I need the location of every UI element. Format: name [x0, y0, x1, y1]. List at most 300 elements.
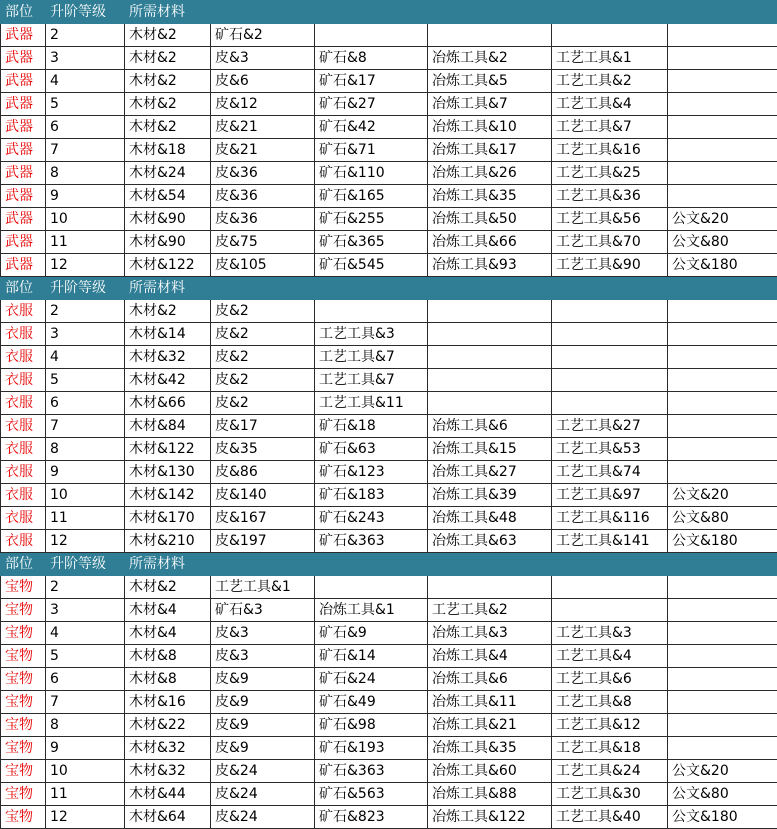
material-cell: 木材&2 — [125, 24, 211, 47]
material-cell: 皮&35 — [211, 438, 315, 461]
table-row — [1, 438, 777, 461]
material-cell — [428, 392, 552, 415]
material-cell: 工艺工具&25 — [552, 162, 668, 185]
level-cell: 5 — [46, 93, 125, 116]
material-cell: 木材&8 — [125, 645, 211, 668]
material-cell: 皮&36 — [211, 185, 315, 208]
table-row — [1, 47, 777, 70]
table-row — [1, 323, 777, 346]
material-cell: 工艺工具&24 — [552, 760, 668, 783]
part-cell: 宝物 — [1, 737, 46, 760]
material-cell: 皮&21 — [211, 139, 315, 162]
material-cell: 矿石&563 — [315, 783, 428, 806]
part-cell: 武器 — [1, 24, 46, 47]
material-cell — [552, 323, 668, 346]
material-cell: 木材&64 — [125, 806, 211, 829]
material-cell: 工艺工具&53 — [552, 438, 668, 461]
material-cell: 公文&20 — [668, 208, 777, 231]
material-cell — [552, 346, 668, 369]
material-cell: 矿石&363 — [315, 530, 428, 553]
header-materials: 所需材料 — [125, 553, 777, 576]
header-level: 升阶等级 — [46, 1, 125, 24]
material-cell — [315, 24, 428, 47]
material-cell: 工艺工具&141 — [552, 530, 668, 553]
material-cell: 工艺工具&40 — [552, 806, 668, 829]
level-cell: 4 — [46, 346, 125, 369]
material-cell: 工艺工具&27 — [552, 415, 668, 438]
material-cell: 矿石&63 — [315, 438, 428, 461]
material-cell: 工艺工具&1 — [211, 576, 315, 599]
part-cell: 武器 — [1, 70, 46, 93]
material-cell: 矿石&3 — [211, 599, 315, 622]
level-cell: 9 — [46, 461, 125, 484]
material-cell: 公文&20 — [668, 760, 777, 783]
material-cell: 皮&9 — [211, 668, 315, 691]
material-cell: 木材&54 — [125, 185, 211, 208]
level-cell: 6 — [46, 392, 125, 415]
material-cell — [668, 461, 777, 484]
material-cell: 冶炼工具&35 — [428, 185, 552, 208]
table-row — [1, 714, 777, 737]
material-cell: 皮&36 — [211, 208, 315, 231]
material-cell: 矿石&545 — [315, 254, 428, 277]
table-row — [1, 668, 777, 691]
material-cell: 木材&122 — [125, 254, 211, 277]
material-cell — [428, 24, 552, 47]
material-cell: 矿石&363 — [315, 760, 428, 783]
material-cell: 皮&6 — [211, 70, 315, 93]
part-cell: 武器 — [1, 208, 46, 231]
level-cell: 2 — [46, 24, 125, 47]
table-row — [1, 162, 777, 185]
material-cell: 皮&24 — [211, 783, 315, 806]
table-row — [1, 116, 777, 139]
material-cell — [668, 93, 777, 116]
material-cell: 冶炼工具&122 — [428, 806, 552, 829]
material-cell — [668, 162, 777, 185]
material-cell: 矿石&14 — [315, 645, 428, 668]
material-cell: 公文&180 — [668, 806, 777, 829]
table-row — [1, 783, 777, 806]
material-cell: 皮&2 — [211, 369, 315, 392]
header-part: 部位 — [1, 277, 46, 300]
level-cell: 7 — [46, 691, 125, 714]
material-cell: 冶炼工具&21 — [428, 714, 552, 737]
table-row — [1, 806, 777, 829]
section-header-row — [1, 277, 777, 300]
material-cell — [668, 24, 777, 47]
table-row — [1, 622, 777, 645]
level-cell: 11 — [46, 783, 125, 806]
material-cell — [668, 438, 777, 461]
material-cell: 冶炼工具&6 — [428, 668, 552, 691]
material-cell — [552, 392, 668, 415]
material-cell: 工艺工具&16 — [552, 139, 668, 162]
material-cell — [552, 576, 668, 599]
part-cell: 衣服 — [1, 369, 46, 392]
material-cell — [668, 323, 777, 346]
material-cell: 皮&167 — [211, 507, 315, 530]
material-cell: 木材&18 — [125, 139, 211, 162]
part-cell: 衣服 — [1, 507, 46, 530]
level-cell: 12 — [46, 530, 125, 553]
part-cell: 衣服 — [1, 392, 46, 415]
material-cell: 木材&14 — [125, 323, 211, 346]
material-cell: 公文&20 — [668, 484, 777, 507]
material-cell: 工艺工具&97 — [552, 484, 668, 507]
material-cell: 矿石&49 — [315, 691, 428, 714]
material-cell: 公文&80 — [668, 231, 777, 254]
part-cell: 武器 — [1, 47, 46, 70]
material-cell: 木材&170 — [125, 507, 211, 530]
table-row — [1, 645, 777, 668]
material-cell — [552, 599, 668, 622]
table-row — [1, 231, 777, 254]
material-cell — [668, 714, 777, 737]
level-cell: 10 — [46, 208, 125, 231]
material-cell: 冶炼工具&48 — [428, 507, 552, 530]
level-cell: 11 — [46, 507, 125, 530]
material-cell: 冶炼工具&5 — [428, 70, 552, 93]
level-cell: 4 — [46, 622, 125, 645]
material-cell: 木材&142 — [125, 484, 211, 507]
material-cell: 皮&75 — [211, 231, 315, 254]
material-cell: 冶炼工具&66 — [428, 231, 552, 254]
part-cell: 宝物 — [1, 691, 46, 714]
material-cell: 矿石&17 — [315, 70, 428, 93]
material-cell — [668, 737, 777, 760]
material-cell — [428, 346, 552, 369]
material-cell: 矿石&193 — [315, 737, 428, 760]
part-cell: 宝物 — [1, 668, 46, 691]
material-cell: 皮&9 — [211, 691, 315, 714]
material-cell: 公文&80 — [668, 783, 777, 806]
table-row — [1, 346, 777, 369]
part-cell: 武器 — [1, 231, 46, 254]
material-cell: 冶炼工具&35 — [428, 737, 552, 760]
table-row — [1, 691, 777, 714]
level-cell: 3 — [46, 323, 125, 346]
material-cell: 冶炼工具&50 — [428, 208, 552, 231]
level-cell: 8 — [46, 438, 125, 461]
level-cell: 12 — [46, 806, 125, 829]
material-cell: 工艺工具&8 — [552, 691, 668, 714]
level-cell: 5 — [46, 645, 125, 668]
material-cell: 木材&32 — [125, 737, 211, 760]
material-cell: 矿石&123 — [315, 461, 428, 484]
material-cell: 矿石&27 — [315, 93, 428, 116]
material-cell: 冶炼工具&11 — [428, 691, 552, 714]
material-cell: 矿石&255 — [315, 208, 428, 231]
material-cell: 木材&2 — [125, 576, 211, 599]
material-cell — [668, 185, 777, 208]
table-row — [1, 530, 777, 553]
material-cell: 工艺工具&11 — [315, 392, 428, 415]
material-cell: 工艺工具&90 — [552, 254, 668, 277]
section-header-row — [1, 553, 777, 576]
material-cell: 皮&105 — [211, 254, 315, 277]
header-materials: 所需材料 — [125, 277, 777, 300]
material-cell: 冶炼工具&93 — [428, 254, 552, 277]
table-row — [1, 208, 777, 231]
material-cell: 公文&80 — [668, 507, 777, 530]
material-cell: 矿石&823 — [315, 806, 428, 829]
material-cell: 冶炼工具&7 — [428, 93, 552, 116]
material-cell — [668, 599, 777, 622]
section-header-row — [1, 1, 777, 24]
material-cell — [668, 691, 777, 714]
level-cell: 7 — [46, 139, 125, 162]
material-cell: 工艺工具&3 — [315, 323, 428, 346]
material-cell: 冶炼工具&3 — [428, 622, 552, 645]
material-cell: 工艺工具&74 — [552, 461, 668, 484]
material-cell: 木材&4 — [125, 599, 211, 622]
material-cell: 工艺工具&7 — [315, 369, 428, 392]
table-row — [1, 139, 777, 162]
material-cell: 皮&12 — [211, 93, 315, 116]
material-cell: 木材&24 — [125, 162, 211, 185]
table-row — [1, 576, 777, 599]
material-cell: 工艺工具&2 — [428, 599, 552, 622]
material-cell: 木材&90 — [125, 231, 211, 254]
material-cell: 皮&9 — [211, 737, 315, 760]
material-cell — [668, 70, 777, 93]
level-cell: 4 — [46, 70, 125, 93]
header-level: 升阶等级 — [46, 277, 125, 300]
material-cell — [668, 139, 777, 162]
material-cell: 冶炼工具&27 — [428, 461, 552, 484]
material-cell — [668, 47, 777, 70]
material-cell: 工艺工具&30 — [552, 783, 668, 806]
level-cell: 12 — [46, 254, 125, 277]
table-row — [1, 369, 777, 392]
level-cell: 8 — [46, 714, 125, 737]
part-cell: 衣服 — [1, 415, 46, 438]
part-cell: 武器 — [1, 185, 46, 208]
material-cell: 矿石&243 — [315, 507, 428, 530]
material-cell — [668, 300, 777, 323]
material-cell: 工艺工具&4 — [552, 645, 668, 668]
material-cell: 皮&3 — [211, 622, 315, 645]
part-cell: 武器 — [1, 162, 46, 185]
material-cell: 皮&86 — [211, 461, 315, 484]
part-cell: 武器 — [1, 93, 46, 116]
part-cell: 宝物 — [1, 760, 46, 783]
material-cell: 矿石&165 — [315, 185, 428, 208]
material-cell: 工艺工具&7 — [315, 346, 428, 369]
material-cell: 工艺工具&12 — [552, 714, 668, 737]
table-row — [1, 415, 777, 438]
material-cell: 工艺工具&1 — [552, 47, 668, 70]
material-cell: 工艺工具&56 — [552, 208, 668, 231]
material-cell: 冶炼工具&63 — [428, 530, 552, 553]
material-cell: 木材&90 — [125, 208, 211, 231]
part-cell: 武器 — [1, 254, 46, 277]
material-cell: 矿石&42 — [315, 116, 428, 139]
material-cell: 冶炼工具&10 — [428, 116, 552, 139]
table-row — [1, 484, 777, 507]
material-cell: 冶炼工具&88 — [428, 783, 552, 806]
material-cell: 冶炼工具&15 — [428, 438, 552, 461]
level-cell: 10 — [46, 760, 125, 783]
part-cell: 宝物 — [1, 576, 46, 599]
level-cell: 2 — [46, 576, 125, 599]
material-cell: 木材&2 — [125, 93, 211, 116]
material-cell: 冶炼工具&26 — [428, 162, 552, 185]
material-cell: 矿石&2 — [211, 24, 315, 47]
material-cell: 冶炼工具&2 — [428, 47, 552, 70]
material-cell: 木材&2 — [125, 300, 211, 323]
material-cell: 冶炼工具&4 — [428, 645, 552, 668]
material-cell: 矿石&9 — [315, 622, 428, 645]
material-cell — [552, 300, 668, 323]
table-body — [1, 1, 777, 829]
material-cell: 木材&16 — [125, 691, 211, 714]
level-cell: 3 — [46, 599, 125, 622]
table-row — [1, 737, 777, 760]
part-cell: 衣服 — [1, 530, 46, 553]
material-cell: 工艺工具&6 — [552, 668, 668, 691]
part-cell: 宝物 — [1, 599, 46, 622]
material-cell: 冶炼工具&6 — [428, 415, 552, 438]
material-cell: 木材&32 — [125, 760, 211, 783]
material-cell: 矿石&183 — [315, 484, 428, 507]
material-cell: 皮&140 — [211, 484, 315, 507]
level-cell: 2 — [46, 300, 125, 323]
material-cell — [428, 300, 552, 323]
level-cell: 9 — [46, 185, 125, 208]
material-cell: 工艺工具&18 — [552, 737, 668, 760]
level-cell: 11 — [46, 231, 125, 254]
material-cell: 矿石&110 — [315, 162, 428, 185]
part-cell: 宝物 — [1, 645, 46, 668]
part-cell: 衣服 — [1, 438, 46, 461]
material-cell — [668, 346, 777, 369]
material-cell: 皮&36 — [211, 162, 315, 185]
material-cell: 木材&44 — [125, 783, 211, 806]
material-cell: 冶炼工具&1 — [315, 599, 428, 622]
material-cell: 工艺工具&2 — [552, 70, 668, 93]
table-row — [1, 760, 777, 783]
level-cell: 3 — [46, 47, 125, 70]
material-cell: 皮&24 — [211, 806, 315, 829]
material-cell: 矿石&24 — [315, 668, 428, 691]
material-cell — [428, 576, 552, 599]
material-cell: 皮&3 — [211, 645, 315, 668]
material-cell: 木材&2 — [125, 116, 211, 139]
material-cell — [315, 300, 428, 323]
level-cell: 5 — [46, 369, 125, 392]
table-row — [1, 599, 777, 622]
material-cell: 木材&2 — [125, 47, 211, 70]
material-cell: 木材&8 — [125, 668, 211, 691]
material-cell: 矿石&98 — [315, 714, 428, 737]
material-cell: 皮&21 — [211, 116, 315, 139]
level-cell: 9 — [46, 737, 125, 760]
header-materials: 所需材料 — [125, 1, 777, 24]
table-row — [1, 461, 777, 484]
table-row — [1, 392, 777, 415]
material-cell: 皮&2 — [211, 392, 315, 415]
header-part: 部位 — [1, 553, 46, 576]
material-cell — [668, 369, 777, 392]
material-cell: 矿石&8 — [315, 47, 428, 70]
material-cell: 工艺工具&70 — [552, 231, 668, 254]
part-cell: 衣服 — [1, 461, 46, 484]
level-cell: 6 — [46, 116, 125, 139]
part-cell: 宝物 — [1, 806, 46, 829]
material-cell: 矿石&18 — [315, 415, 428, 438]
part-cell: 衣服 — [1, 346, 46, 369]
part-cell: 武器 — [1, 139, 46, 162]
table-row — [1, 185, 777, 208]
material-cell — [668, 645, 777, 668]
level-cell: 7 — [46, 415, 125, 438]
part-cell: 武器 — [1, 116, 46, 139]
material-cell: 皮&9 — [211, 714, 315, 737]
material-cell: 工艺工具&116 — [552, 507, 668, 530]
table-row — [1, 254, 777, 277]
material-cell — [315, 576, 428, 599]
part-cell: 宝物 — [1, 783, 46, 806]
table-row — [1, 300, 777, 323]
material-cell: 皮&2 — [211, 300, 315, 323]
material-cell: 皮&2 — [211, 346, 315, 369]
level-cell: 8 — [46, 162, 125, 185]
material-cell: 木材&32 — [125, 346, 211, 369]
table-row — [1, 507, 777, 530]
material-cell: 木材&22 — [125, 714, 211, 737]
part-cell: 宝物 — [1, 622, 46, 645]
material-cell — [552, 24, 668, 47]
material-cell: 木材&4 — [125, 622, 211, 645]
material-cell: 皮&197 — [211, 530, 315, 553]
material-cell — [428, 323, 552, 346]
material-cell: 木材&130 — [125, 461, 211, 484]
material-cell: 木材&2 — [125, 70, 211, 93]
material-cell: 工艺工具&36 — [552, 185, 668, 208]
level-cell: 10 — [46, 484, 125, 507]
level-cell: 6 — [46, 668, 125, 691]
material-cell: 木材&66 — [125, 392, 211, 415]
material-cell: 工艺工具&3 — [552, 622, 668, 645]
material-cell: 冶炼工具&17 — [428, 139, 552, 162]
material-cell: 木材&84 — [125, 415, 211, 438]
material-cell: 木材&122 — [125, 438, 211, 461]
material-cell: 冶炼工具&39 — [428, 484, 552, 507]
part-cell: 衣服 — [1, 484, 46, 507]
material-cell — [428, 369, 552, 392]
table-row — [1, 70, 777, 93]
material-cell: 工艺工具&4 — [552, 93, 668, 116]
material-cell: 公文&180 — [668, 530, 777, 553]
material-cell — [668, 668, 777, 691]
header-part: 部位 — [1, 1, 46, 24]
material-cell — [668, 415, 777, 438]
material-cell: 皮&24 — [211, 760, 315, 783]
table-row — [1, 24, 777, 47]
material-cell: 皮&3 — [211, 47, 315, 70]
part-cell: 衣服 — [1, 300, 46, 323]
table-row — [1, 93, 777, 116]
material-cell: 矿石&71 — [315, 139, 428, 162]
material-cell: 皮&2 — [211, 323, 315, 346]
part-cell: 衣服 — [1, 323, 46, 346]
material-cell: 公文&180 — [668, 254, 777, 277]
material-cell: 矿石&365 — [315, 231, 428, 254]
material-cell — [668, 576, 777, 599]
material-cell: 木材&210 — [125, 530, 211, 553]
